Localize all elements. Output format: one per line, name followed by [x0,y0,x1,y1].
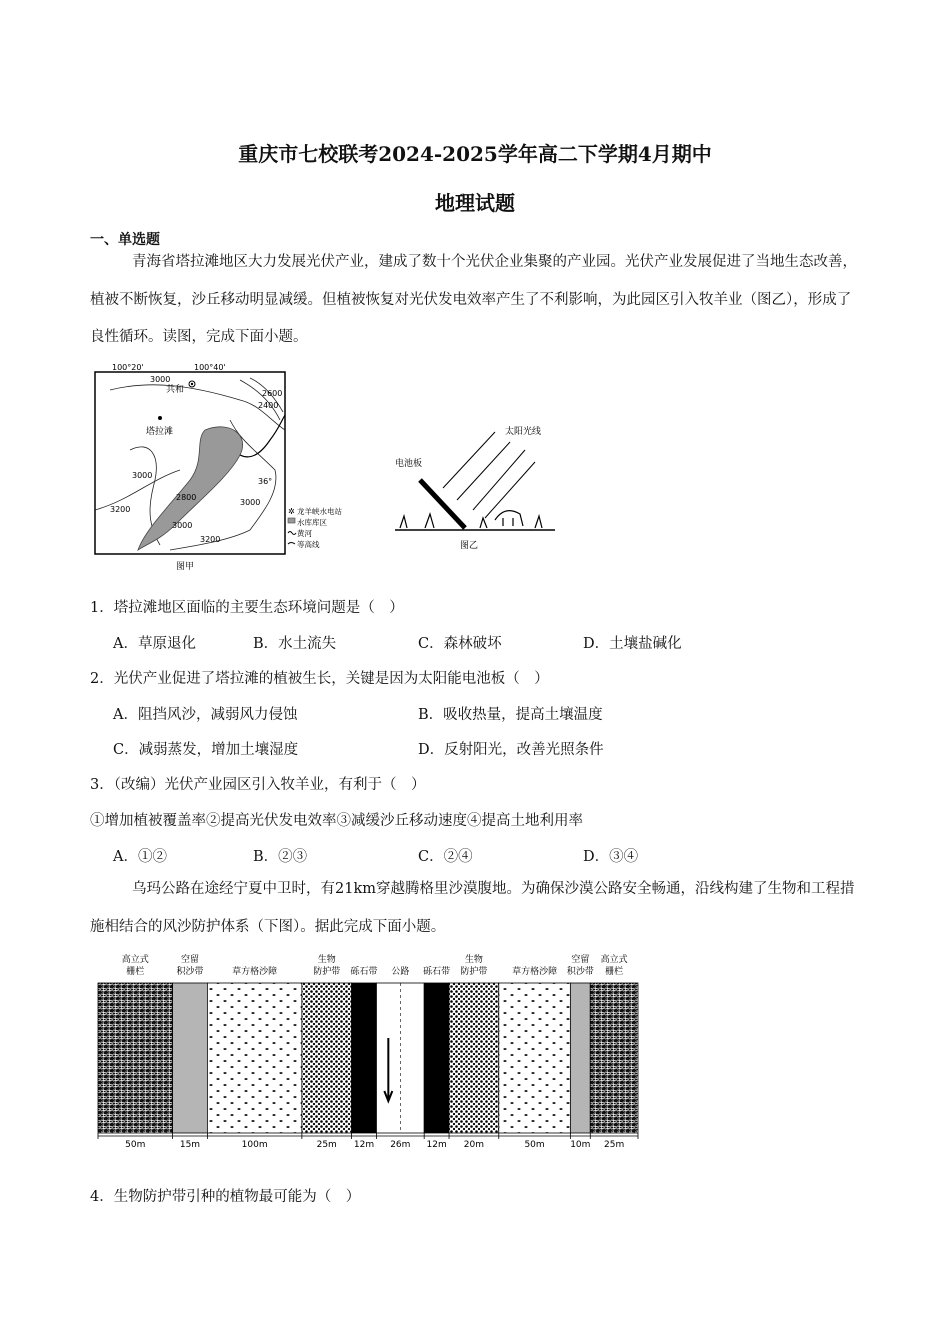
strip-grid [499,983,571,1133]
q3-option-a: A．①② [113,849,167,865]
strip-label: 空留 [180,955,199,965]
map-caption: 图甲 [176,562,195,572]
lon-label-left: 100°20' [112,363,144,372]
passage-2: 乌玛公路在途经宁夏中卫时，有21km穿越腾格里沙漠腹地。为确保沙漠公路安全畅通，沿线构建了生物和工程措施相结合的风沙防护体系（下图）。据此完成下面小题。 [90,881,855,935]
passage-1: 青海省塔拉滩地区大力发展光伏产业，建成了数十个光伏企业集聚的产业园。光伏产业发展促进了当地生态改善，植被不断恢复，沙丘移动明显减缓。但植被恢复对光伏发电效率产生了不利影响，为此园区引入牧羊业（图乙），形成了良性循环。读图，完成下面小题。 [90,254,857,345]
legend-reservoir: 水库库区 [297,518,327,527]
q3-option-b: B．②③ [253,849,308,865]
strip-bio [302,983,352,1133]
strip-width-label: 12m [353,1140,375,1150]
strip-width-label: 10m [570,1140,591,1150]
exam-subtitle: 地理试题 [435,191,515,215]
section-heading: 一、单选题 [90,232,160,248]
strip-label: 高立式 [600,955,628,965]
legend-river: 黄河 [297,529,312,538]
strip-width-label: 20m [463,1140,485,1150]
strip-label: 砾石带 [350,967,378,977]
strip-fence [98,983,173,1133]
strip-gray [173,983,208,1133]
strip-width-label: 100m [241,1140,268,1150]
strip-black [424,983,449,1133]
q2-option-c: C．减弱蒸发，增加土壤湿度 [113,742,299,758]
strip-label: 防护带 [313,967,341,977]
legend-dam: 龙羊峡水电站 [297,507,342,516]
contour-label: 3200 [200,535,221,544]
q1-option-d: D．土壤盐碱化 [583,636,682,652]
strip-label: 积沙带 [176,967,204,977]
strip-label: 空留 [571,955,590,965]
strip-grid [207,983,301,1133]
question-4-stem: 4．生物防护带引种的植物最可能为（ ） [90,1189,361,1205]
strip-label: 栅栏 [126,967,145,977]
strip-gray [570,983,590,1133]
q2-option-d: D．反射阳光，改善光照条件 [418,742,604,758]
contour-label: 3200 [110,505,131,514]
strip-width-label: 12m [426,1140,447,1150]
strip-label: 草方格沙障 [232,967,278,977]
map-figure [90,360,380,575]
sheep-icon [495,511,523,526]
contour-label: 2800 [176,493,197,502]
strip-width-label: 50m [125,1140,146,1150]
strip-bio [449,983,499,1133]
strip-label: 生物 [317,955,336,965]
lon-label-right: 100°40' [194,363,226,372]
strip-width-label: 50m [524,1140,545,1150]
road-protection-figure [95,950,640,1150]
strip-width-label: 26m [390,1140,411,1150]
strip-label: 生物 [464,955,483,965]
q2-option-b: B．吸收热量，提高土壤温度 [418,707,603,723]
question-1-stem: 1．塔拉滩地区面临的主要生态环境问题是（ ） [90,600,404,616]
contour-label: 3000 [240,498,261,507]
q1-option-b: B．水土流失 [253,636,337,652]
strip-label: 砾石带 [423,967,451,977]
strip-width-label: 25m [604,1140,625,1150]
question-2-stem: 2．光伏产业促进了塔拉滩的植被生长，关键是因为太阳能电池板（ ） [90,671,549,687]
solar-panel-figure [385,420,565,550]
strip-fence [590,983,638,1133]
strip-label: 防护带 [460,967,488,977]
q2-option-a: A．阻挡风沙，减弱风力侵蚀 [113,707,298,723]
legend-reservoir-icon [288,518,295,523]
place-talatan: 塔拉滩 [146,427,174,437]
q3-option-d: D．③④ [583,849,639,865]
strip-black [352,983,377,1133]
q1-option-c: C．森林破坏 [418,636,502,652]
contour-label: 3000 [132,471,153,480]
contour-label: 2400 [258,401,279,410]
strip-label: 公路 [391,967,410,977]
strip-label: 栅栏 [605,967,624,977]
strip-label: 积沙带 [566,967,594,977]
legend-dam-icon: ✲ [288,507,295,516]
strip-label: 高立式 [121,955,149,965]
legend-contour-icon [288,543,295,545]
exam-title: 重庆市七校联考2024-2025学年高二下学期4月期中 [238,142,712,166]
question-3-statements: ①增加植被覆盖率②提高光伏发电效率③减缓沙丘移动速度④提高土地利用率 [90,813,583,829]
panel-label: 电池板 [395,459,423,469]
lat-label: 36° [258,477,273,486]
question-3-stem: 3．（改编）光伏产业园区引入牧羊业，有利于（ ） [90,777,426,793]
legend-contour: 等高线 [297,540,320,549]
contour-label: 2600 [262,389,283,398]
place-gonghe: 共和 [166,385,185,395]
sunlight-label: 太阳光线 [505,427,542,437]
strip-width-label: 15m [179,1140,201,1150]
strip-width-label: 25m [316,1140,337,1150]
contour-label: 3000 [150,375,171,384]
q1-option-a: A．草原退化 [113,636,196,652]
legend-river-icon [288,532,296,535]
strip-label: 草方格沙障 [512,967,558,977]
contour-label: 3000 [172,521,193,530]
q3-option-c: C．②④ [418,849,473,865]
solar-panel [420,480,465,528]
panel-caption: 图乙 [460,541,479,550]
